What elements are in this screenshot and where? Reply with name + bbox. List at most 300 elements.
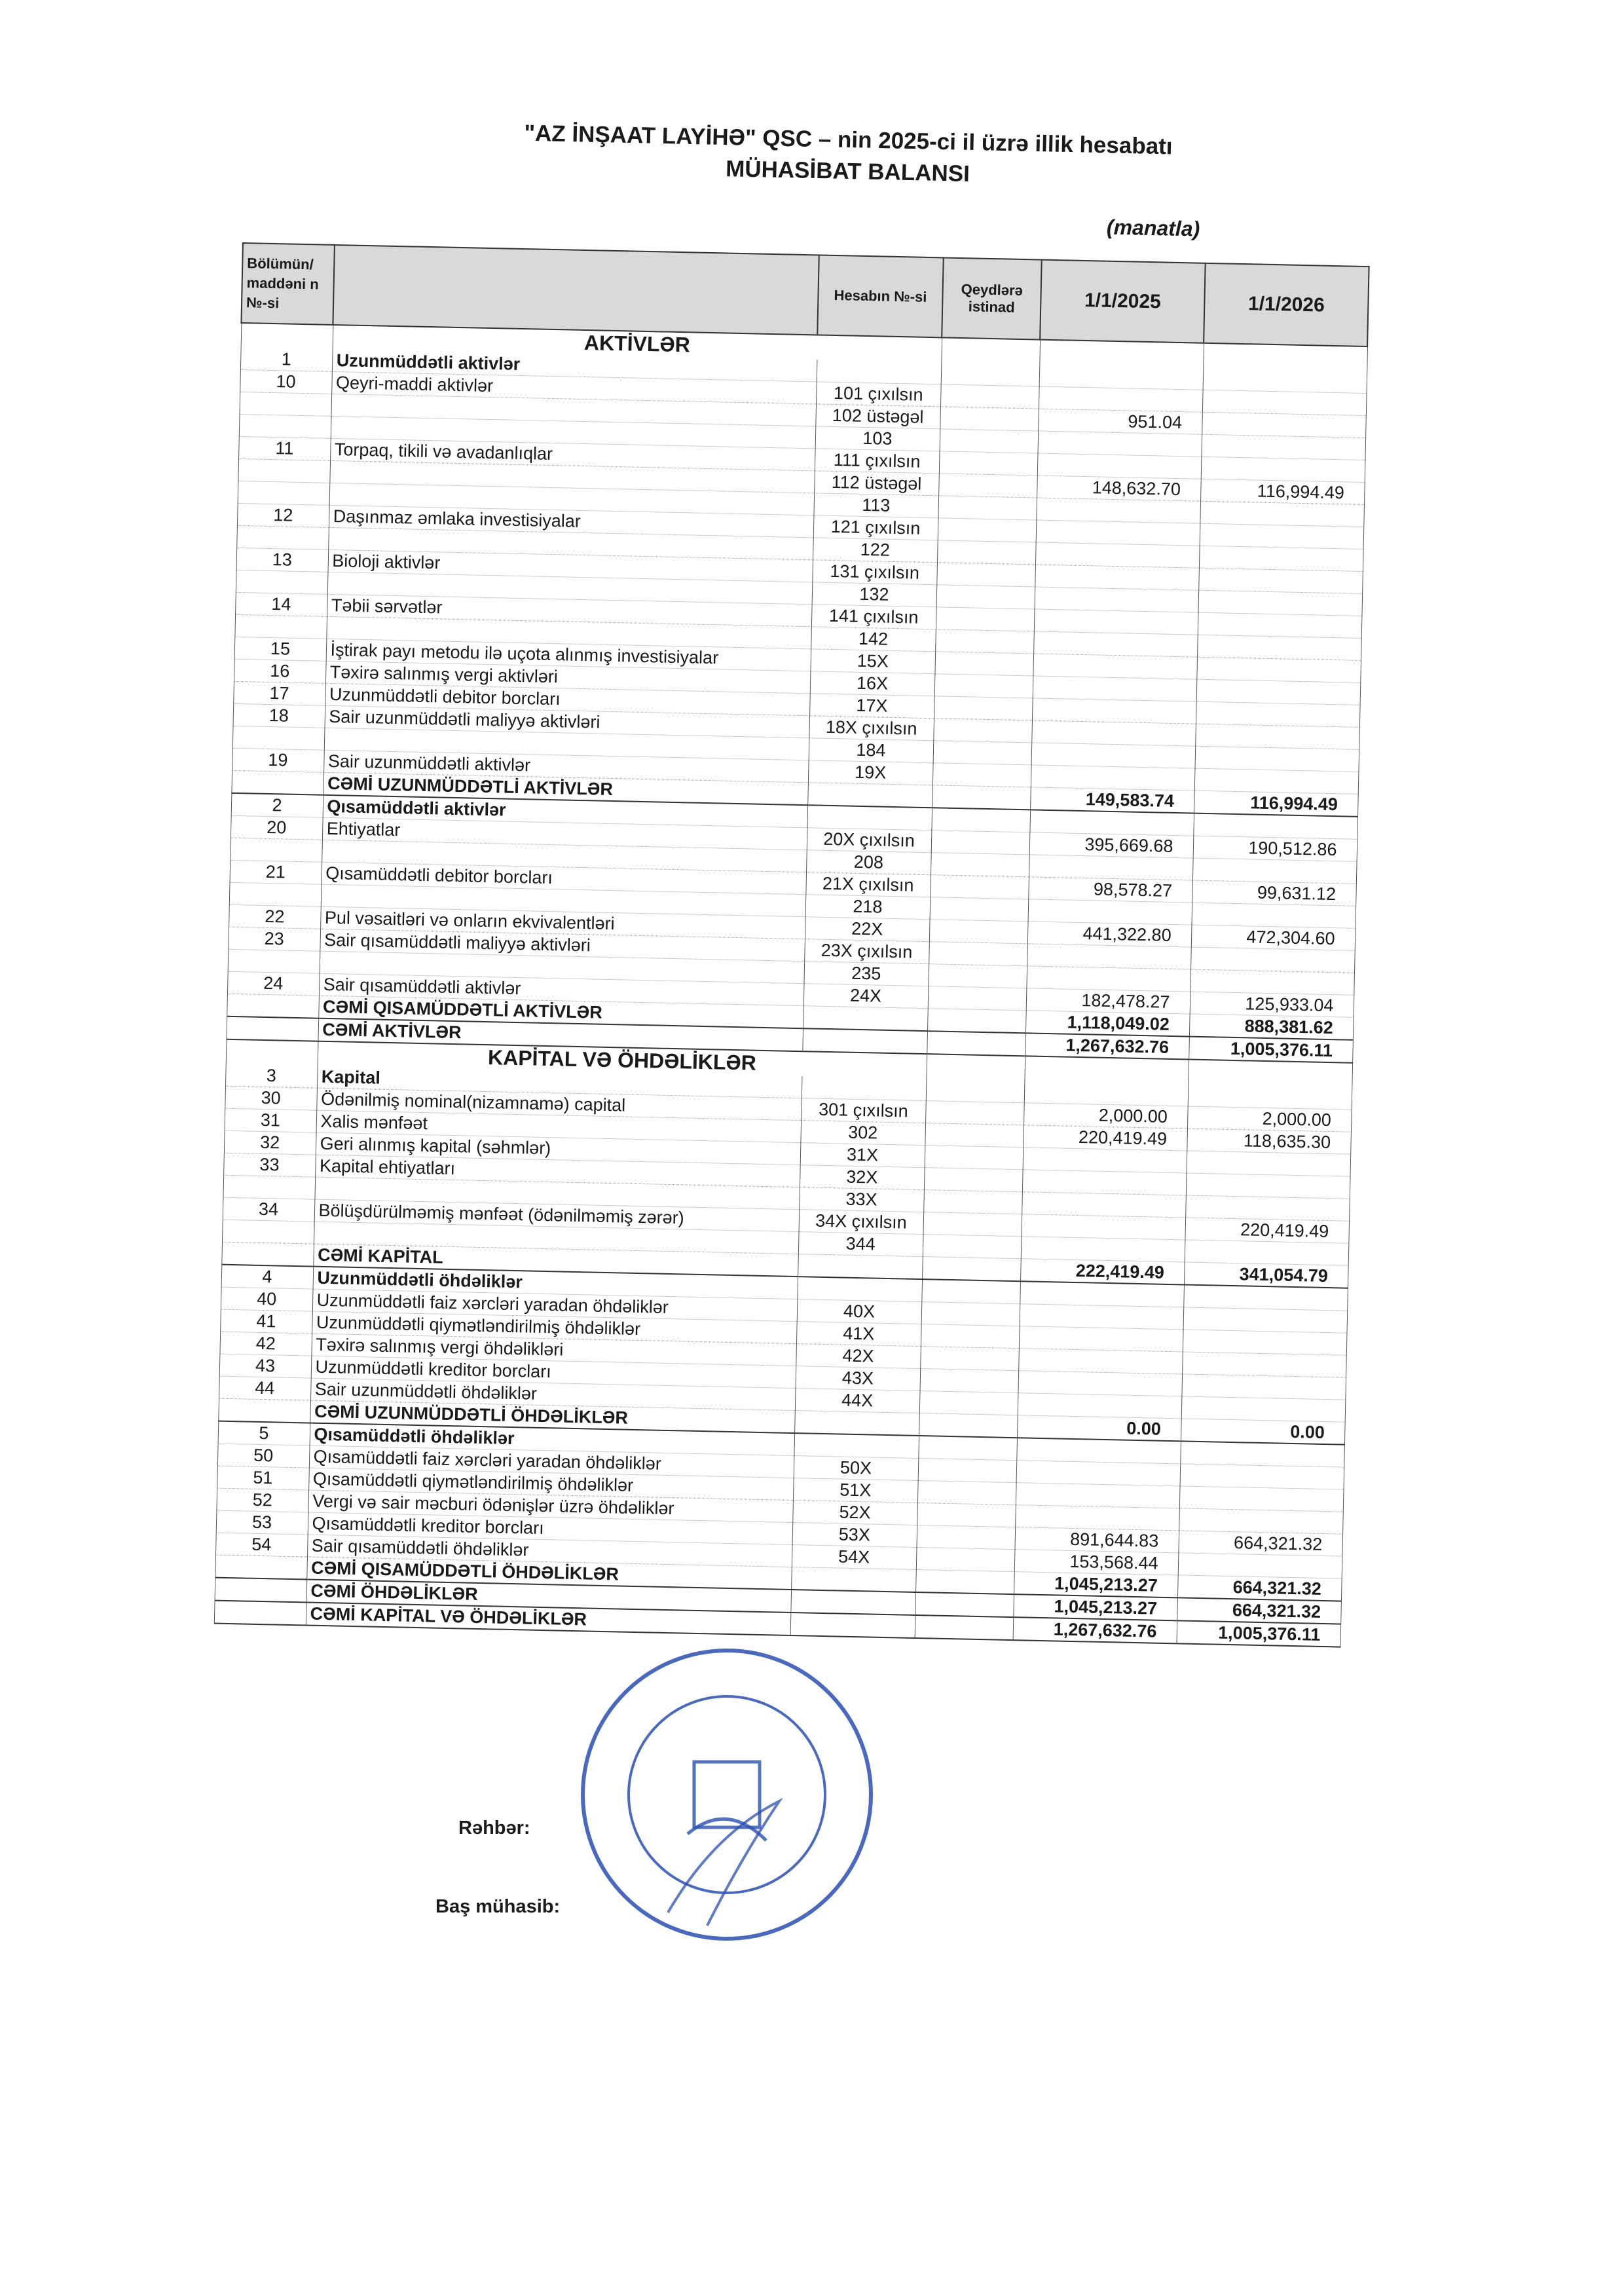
notes-cell	[918, 1436, 1017, 1461]
notes-cell	[933, 718, 1032, 743]
row-number-cell: 17	[233, 681, 325, 705]
notes-cell	[926, 1079, 1025, 1103]
value-2026-cell	[1182, 1352, 1346, 1377]
value-2025-cell	[1022, 1170, 1187, 1195]
report-title	[484, 117, 1212, 195]
value-2026-cell: 220,419.49	[1185, 1218, 1349, 1243]
value-2026-cell	[1201, 434, 1365, 460]
row-name-cell: Xalis mənfəət	[316, 1110, 802, 1142]
account-no-cell: 344	[798, 1232, 923, 1257]
account-no-cell: 132	[812, 582, 937, 607]
account-no-cell: 41X	[796, 1322, 921, 1347]
row-name-cell: Bölüşdürülməmiş mənfəət (ödənilməmiş zərər)	[314, 1199, 800, 1231]
value-2025-cell	[1037, 453, 1202, 479]
account-no-cell: 102 üstəgəl	[815, 404, 940, 429]
row-name-cell: CƏMİ QISAMÜDDƏTLİ ÖHDƏLİKLƏR	[306, 1557, 792, 1590]
value-2025-cell	[1016, 1461, 1181, 1486]
account-no-cell: 131 çıxılsın	[812, 560, 937, 585]
value-2026-cell	[1183, 1284, 1348, 1311]
notes-cell	[927, 1031, 1025, 1056]
notes-cell	[924, 1168, 1023, 1192]
row-name-cell: Qısamüddətli debitor borcları	[321, 862, 806, 894]
notes-cell	[937, 540, 1036, 565]
notes-cell	[923, 1190, 1022, 1214]
notes-cell	[927, 1009, 1026, 1034]
account-no-cell: 141 çıxılsın	[811, 605, 936, 629]
value-2025-cell: 395,669.68	[1029, 832, 1194, 858]
value-2026-cell	[1198, 568, 1363, 593]
account-no-cell: 103	[815, 426, 940, 451]
value-2026-cell	[1200, 523, 1364, 549]
empty-cell	[1024, 1056, 1189, 1084]
account-no-cell: 51X	[793, 1478, 918, 1503]
row-name-cell: Qısamüddətli öhdəliklər	[310, 1423, 795, 1456]
value-2025-cell	[1016, 1438, 1181, 1464]
row-name-cell: Təxirə salınmış vergi öhdəlikləri	[311, 1334, 796, 1366]
row-name-cell: Vergi və sair məcburi ödənişlər üzrə öhdəliklər	[308, 1490, 793, 1522]
value-2025-cell	[1033, 676, 1197, 701]
value-2025-cell	[1027, 944, 1191, 969]
account-no-cell: 302	[800, 1121, 925, 1146]
value-2026-cell	[1196, 657, 1361, 682]
row-number-cell: 4	[221, 1265, 314, 1289]
table-body	[214, 323, 1367, 1647]
row-number-cell: 19	[232, 748, 324, 772]
value-2026-cell: 0.00	[1181, 1419, 1345, 1445]
value-2025-cell	[1035, 565, 1199, 590]
value-2026-cell: 664,321.32	[1177, 1597, 1341, 1624]
section-heading: KAPİTAL VƏ ÖHDƏLİKLƏR	[318, 1041, 927, 1079]
account-no-cell: 24X	[803, 984, 929, 1009]
notes-cell	[940, 384, 1039, 409]
value-2025-cell	[1019, 1326, 1183, 1352]
value-2026-cell: 116,994.49	[1194, 791, 1358, 817]
value-2025-cell	[1029, 855, 1193, 880]
value-2025-cell	[1036, 498, 1200, 523]
value-2025-cell: 182,478.27	[1026, 988, 1190, 1014]
account-no-cell: 17X	[809, 694, 934, 718]
row-name-cell: Uzunmüddətli debitor borcları	[325, 683, 810, 715]
account-no-cell	[794, 1411, 919, 1436]
notes-cell	[931, 808, 1030, 832]
row-number-cell	[223, 1175, 315, 1199]
notes-cell	[934, 652, 1033, 676]
value-2026-cell	[1188, 1085, 1352, 1110]
notes-cell	[919, 1391, 1018, 1415]
row-number-cell	[238, 458, 330, 483]
value-2026-cell: 1,005,376.11	[1177, 1620, 1341, 1647]
value-2026-cell	[1179, 1486, 1344, 1512]
row-name-cell: Pul vəsaitləri və onların ekvivalentləri	[320, 906, 805, 939]
notes-cell	[936, 607, 1035, 631]
row-number-cell: 20	[231, 815, 323, 840]
notes-cell	[940, 407, 1039, 431]
account-no-cell: 122	[813, 538, 938, 563]
notes-cell	[936, 585, 1035, 609]
value-2026-cell: 99,631.12	[1192, 880, 1356, 906]
account-no-cell	[790, 1613, 915, 1638]
value-2025-cell: 1,118,049.02	[1025, 1011, 1190, 1037]
notes-cell	[938, 474, 1037, 498]
account-no-cell: 20X çıxılsın	[807, 828, 932, 853]
account-no-cell	[802, 1028, 927, 1054]
account-no-cell: 21X çıxılsın	[805, 872, 931, 897]
value-2026-cell	[1186, 1173, 1350, 1199]
row-number-cell	[215, 1555, 307, 1579]
notes-cell	[936, 563, 1035, 587]
value-2026-cell	[1195, 724, 1359, 749]
value-2025-cell	[1033, 631, 1198, 657]
account-no-cell: 112 üstəgəl	[814, 471, 939, 496]
value-2026-cell: 888,381.62	[1189, 1014, 1354, 1040]
row-number-cell: 10	[240, 369, 332, 394]
notes-cell	[929, 920, 1028, 944]
notes-cell	[921, 1279, 1020, 1304]
value-2026-cell: 2,000.00	[1187, 1106, 1352, 1132]
notes-cell	[935, 629, 1034, 654]
notes-cell	[928, 986, 1027, 1011]
account-no-cell: 184	[809, 738, 934, 763]
value-2025-cell: 98,578.27	[1028, 877, 1192, 903]
value-2025-cell: 2,000.00	[1024, 1103, 1188, 1129]
row-name-cell: Geri alınmış kapital (səhmlər)	[316, 1132, 801, 1165]
value-2025-cell	[1039, 365, 1204, 390]
account-no-cell: 19X	[808, 760, 933, 785]
value-2025-cell	[1031, 743, 1196, 768]
value-2025-cell	[1026, 966, 1190, 992]
account-no-cell	[791, 1567, 916, 1592]
row-number-cell: 5	[218, 1421, 310, 1446]
row-number-cell: 40	[221, 1287, 313, 1311]
row-number-cell: 13	[236, 548, 329, 572]
value-2026-cell	[1185, 1195, 1350, 1221]
value-2026-cell	[1181, 1374, 1346, 1400]
row-name-cell: CƏMİ ÖHDƏLİKLƏR	[306, 1580, 792, 1613]
row-name-cell: CƏMİ KAPİTAL VƏ ÖHDƏLİKLƏR	[306, 1602, 791, 1635]
row-name-cell: Ehtiyatlar	[322, 817, 807, 849]
row-name-cell: Təbii sərvətlər	[327, 594, 812, 626]
row-number-cell: 3	[225, 1064, 318, 1088]
notes-cell	[931, 830, 1030, 855]
notes-cell	[928, 964, 1027, 988]
account-no-cell: 301 çıxılsın	[801, 1098, 926, 1123]
notes-cell	[923, 1212, 1022, 1237]
notes-cell	[931, 853, 1029, 877]
account-no-cell: 101 çıxılsın	[816, 382, 941, 407]
row-name-cell: Uzunmüddətli aktivlər	[332, 350, 817, 382]
value-2025-cell	[1036, 520, 1200, 546]
value-2025-cell	[1020, 1304, 1184, 1330]
notes-cell	[934, 696, 1033, 720]
value-2025-cell	[1015, 1505, 1179, 1531]
account-no-cell: 34X çıxılsın	[799, 1210, 924, 1235]
row-number-cell: 44	[219, 1376, 311, 1400]
notes-cell	[933, 741, 1032, 765]
account-no-cell: 33X	[799, 1187, 924, 1212]
account-no-cell	[807, 783, 932, 808]
row-number-cell	[240, 392, 332, 416]
row-name-cell: Təxirə salınmış vergi aktivləri	[325, 661, 811, 693]
row-number-cell	[227, 994, 319, 1018]
chief-accountant-label: Baş mühasib:	[435, 1896, 561, 1917]
row-number-cell	[241, 323, 333, 350]
row-name-cell: CƏMİ UZUNMÜDDƏTLİ AKTİVLƏR	[323, 772, 808, 805]
value-2026-cell: 116,994.49	[1200, 479, 1365, 504]
notes-cell	[923, 1235, 1022, 1259]
value-2025-cell	[1016, 1483, 1180, 1508]
account-no-cell: 218	[805, 895, 931, 920]
value-2026-cell	[1190, 969, 1354, 995]
notes-cell	[934, 674, 1033, 698]
row-number-cell	[236, 570, 328, 594]
notes-cell	[939, 451, 1038, 476]
account-no-cell: 44X	[795, 1389, 920, 1413]
notes-cell	[917, 1503, 1016, 1527]
account-no-cell: 53X	[792, 1523, 917, 1548]
value-2025-cell: 1,267,632.76	[1025, 1033, 1189, 1059]
account-no-cell: 32X	[800, 1165, 925, 1190]
notes-cell	[921, 1324, 1020, 1349]
notes-cell	[932, 785, 1031, 810]
notes-cell	[918, 1459, 1017, 1483]
row-name-cell: Kapital	[317, 1066, 802, 1098]
row-name-cell: CƏMİ QISAMÜDDƏTLİ AKTİVLƏR	[318, 996, 803, 1028]
row-number-cell	[234, 614, 327, 639]
value-2025-cell: 1,045,213.27	[1014, 1572, 1178, 1598]
row-number-cell	[222, 1220, 314, 1244]
account-no-cell: 54X	[792, 1545, 917, 1570]
row-number-cell: 1	[240, 348, 333, 371]
account-no-cell: 50X	[794, 1456, 919, 1481]
row-name-cell: Sair uzunmüddətli aktivlər	[323, 750, 809, 782]
value-2026-cell: 190,512.86	[1193, 836, 1357, 861]
account-no-cell	[798, 1254, 923, 1279]
row-number-cell	[230, 838, 322, 862]
account-no-cell: 111 çıxılsın	[815, 449, 940, 474]
value-2026-cell	[1192, 858, 1357, 884]
value-2026-cell	[1194, 746, 1359, 772]
row-number-cell: 34	[223, 1197, 315, 1222]
row-number-cell: 31	[225, 1108, 317, 1132]
director-label: Rəhbər:	[458, 1818, 530, 1838]
value-2026-cell	[1183, 1330, 1347, 1355]
notes-cell	[921, 1302, 1020, 1326]
value-2025-cell	[1018, 1371, 1182, 1396]
row-name-cell: Torpaq, tikili və avadanlıqlar	[330, 438, 815, 470]
account-no-cell: 208	[806, 850, 931, 875]
value-2025-cell: 951.04	[1038, 409, 1202, 434]
notes-cell	[930, 875, 1029, 899]
row-name-cell: Daşınmaz əmlaka investisiyalar	[329, 505, 814, 537]
unit-note: (manatla)	[1106, 215, 1200, 241]
value-2026-cell	[1191, 903, 1356, 928]
notes-cell	[920, 1347, 1019, 1371]
value-2026-cell: 664,321.32	[1177, 1575, 1342, 1601]
row-number-cell: 16	[234, 659, 326, 683]
account-no-cell	[790, 1590, 915, 1615]
value-2026-cell	[1198, 590, 1362, 616]
account-no-cell: 15X	[810, 649, 935, 674]
account-no-cell	[803, 1006, 928, 1031]
value-2025-cell	[1020, 1281, 1184, 1307]
notes-cell	[925, 1146, 1024, 1170]
value-2026-cell: 664,321.32	[1178, 1531, 1342, 1556]
row-number-cell	[228, 949, 320, 973]
row-name-cell: Qısamüddətli faiz xərcləri yaradan öhdəliklər	[309, 1446, 794, 1478]
row-number-cell: 50	[217, 1444, 310, 1468]
title-line-2: MÜHASİBAT BALANSI	[725, 156, 970, 187]
account-no-cell	[817, 360, 942, 384]
account-no-cell: 235	[803, 961, 929, 986]
row-number-cell: 33	[223, 1153, 316, 1177]
value-2026-cell	[1198, 612, 1362, 638]
notes-cell	[925, 1101, 1024, 1125]
value-2026-cell	[1180, 1441, 1344, 1467]
value-2025-cell	[1038, 431, 1202, 457]
empty-cell	[926, 1054, 1025, 1081]
company-stamp	[570, 1637, 884, 1952]
value-2026-cell	[1180, 1464, 1344, 1489]
notes-cell	[916, 1525, 1015, 1550]
row-name-cell: Kapital ehtiyatları	[315, 1155, 800, 1187]
value-2026-cell	[1202, 390, 1367, 415]
value-2025-cell	[1029, 810, 1194, 836]
row-number-cell: 24	[227, 971, 320, 996]
value-2025-cell	[1034, 609, 1198, 635]
value-2026-cell	[1179, 1508, 1343, 1534]
row-name-cell: Ödənilmiş nominal(nizamnamə) capital	[316, 1088, 802, 1120]
value-2026-cell: 125,933.04	[1190, 992, 1354, 1017]
value-2025-cell	[1035, 587, 1199, 612]
notes-cell	[932, 763, 1031, 787]
col-item-name	[333, 245, 819, 335]
row-number-cell: 51	[217, 1466, 309, 1490]
notes-cell	[915, 1615, 1014, 1640]
value-2025-cell	[1018, 1393, 1182, 1419]
value-2025-cell	[1031, 720, 1196, 746]
row-number-cell	[215, 1578, 307, 1603]
account-no-cell: 113	[813, 493, 938, 518]
notes-cell	[940, 429, 1039, 453]
account-no-cell: 52X	[792, 1501, 917, 1525]
value-2025-cell: 1,267,632.76	[1013, 1617, 1177, 1643]
value-2026-cell	[1193, 813, 1357, 840]
row-number-cell: 41	[220, 1309, 312, 1334]
row-name-cell: Qısamüddətli qiymətləndirilmiş öhdəliklər	[308, 1468, 794, 1500]
account-no-cell: 31X	[800, 1143, 925, 1168]
row-name-cell: Sair uzunmüddətli maliyyə aktivləri	[325, 705, 810, 737]
section-heading: AKTİVLƏR	[333, 325, 942, 362]
value-2026-cell	[1183, 1307, 1348, 1333]
row-number-cell	[238, 481, 330, 505]
account-no-cell: 42X	[796, 1344, 921, 1369]
value-2025-cell	[1035, 542, 1200, 568]
row-name-cell: Qısamüddətli kreditor borcları	[308, 1512, 793, 1544]
row-number-cell: 21	[230, 860, 322, 884]
account-no-cell: 121 çıxılsın	[813, 515, 938, 540]
value-2026-cell	[1200, 501, 1364, 527]
row-number-cell: 11	[238, 436, 331, 460]
row-number-cell: 42	[219, 1332, 312, 1356]
value-2026-cell: 472,304.60	[1191, 925, 1356, 950]
col-section-no: Bölümün/ maddəni n №-si	[241, 243, 335, 325]
row-number-cell: 22	[229, 905, 321, 929]
value-2026-cell	[1185, 1240, 1349, 1265]
row-number-cell	[226, 1039, 318, 1066]
value-2026-cell	[1201, 457, 1365, 482]
row-name-cell: CƏMİ KAPİTAL	[313, 1244, 798, 1277]
row-number-cell	[239, 414, 331, 438]
account-no-cell: 142	[811, 627, 936, 652]
empty-cell	[1188, 1060, 1352, 1088]
notes-cell	[941, 362, 1040, 386]
value-2025-cell: 441,322.80	[1027, 922, 1192, 947]
row-number-cell: 53	[216, 1510, 308, 1535]
col-account-no: Hesabın №-si	[817, 255, 944, 337]
value-2025-cell	[1028, 899, 1192, 925]
row-number-cell	[229, 882, 322, 906]
value-2025-cell	[1021, 1237, 1185, 1262]
value-2026-cell	[1196, 701, 1360, 727]
row-number-cell	[227, 1017, 319, 1041]
value-2025-cell: 149,583.74	[1030, 787, 1194, 813]
value-2025-cell	[1033, 654, 1197, 679]
row-name-cell: Sair qısamüddətli öhdəliklər	[307, 1535, 792, 1567]
notes-cell	[919, 1413, 1018, 1438]
row-name-cell: Uzunmüddətli qiymətləndirilmiş öhdəliklər	[312, 1311, 797, 1343]
row-number-cell: 12	[237, 503, 329, 527]
value-2026-cell	[1196, 679, 1361, 705]
value-2025-cell	[1018, 1349, 1183, 1374]
value-2025-cell: 153,568.44	[1014, 1550, 1179, 1575]
row-number-cell	[236, 525, 329, 550]
row-name-cell: Uzunmüddətli faiz xərcləri yaradan öhdəliklər	[312, 1289, 798, 1321]
value-2025-cell	[1023, 1148, 1187, 1173]
account-no-cell	[797, 1277, 922, 1301]
row-number-cell: 32	[224, 1130, 316, 1155]
value-2025-cell: 148,632.70	[1037, 476, 1201, 501]
notes-cell	[917, 1481, 1016, 1505]
value-2026-cell	[1197, 635, 1361, 660]
value-2025-cell: 1,045,213.27	[1013, 1594, 1177, 1620]
notes-cell	[922, 1257, 1021, 1282]
empty-cell	[1039, 340, 1204, 368]
value-2025-cell: 891,644.83	[1014, 1527, 1179, 1553]
value-2025-cell	[1024, 1081, 1189, 1106]
account-no-cell	[794, 1433, 919, 1458]
row-name-cell: CƏMİ AKTİVLƏR	[318, 1018, 803, 1051]
notes-cell	[929, 942, 1027, 966]
value-2025-cell	[1031, 765, 1195, 791]
col-notes: Qeydlərə istinad	[942, 257, 1042, 339]
notes-cell	[938, 496, 1037, 520]
notes-cell	[915, 1569, 1014, 1594]
row-name-cell: İştirak payı metodu ilə uçota alınmış investisiyalar	[326, 639, 811, 671]
value-2026-cell	[1194, 768, 1359, 794]
col-date-2025: 1/1/2025	[1040, 260, 1206, 343]
row-name-cell: Qeyri-maddi aktivlər	[331, 371, 817, 403]
account-no-cell	[807, 805, 932, 830]
notes-cell	[915, 1592, 1014, 1617]
account-no-cell: 23X çıxılsın	[804, 939, 929, 964]
value-2026-cell	[1190, 947, 1355, 973]
balance-table	[213, 242, 1370, 1648]
value-2026-cell	[1181, 1396, 1346, 1422]
row-number-cell	[218, 1398, 310, 1423]
row-name-cell: Qısamüddətli aktivlər	[323, 795, 808, 828]
account-no-cell: 43X	[796, 1366, 921, 1391]
value-2026-cell: 341,054.79	[1184, 1262, 1348, 1288]
